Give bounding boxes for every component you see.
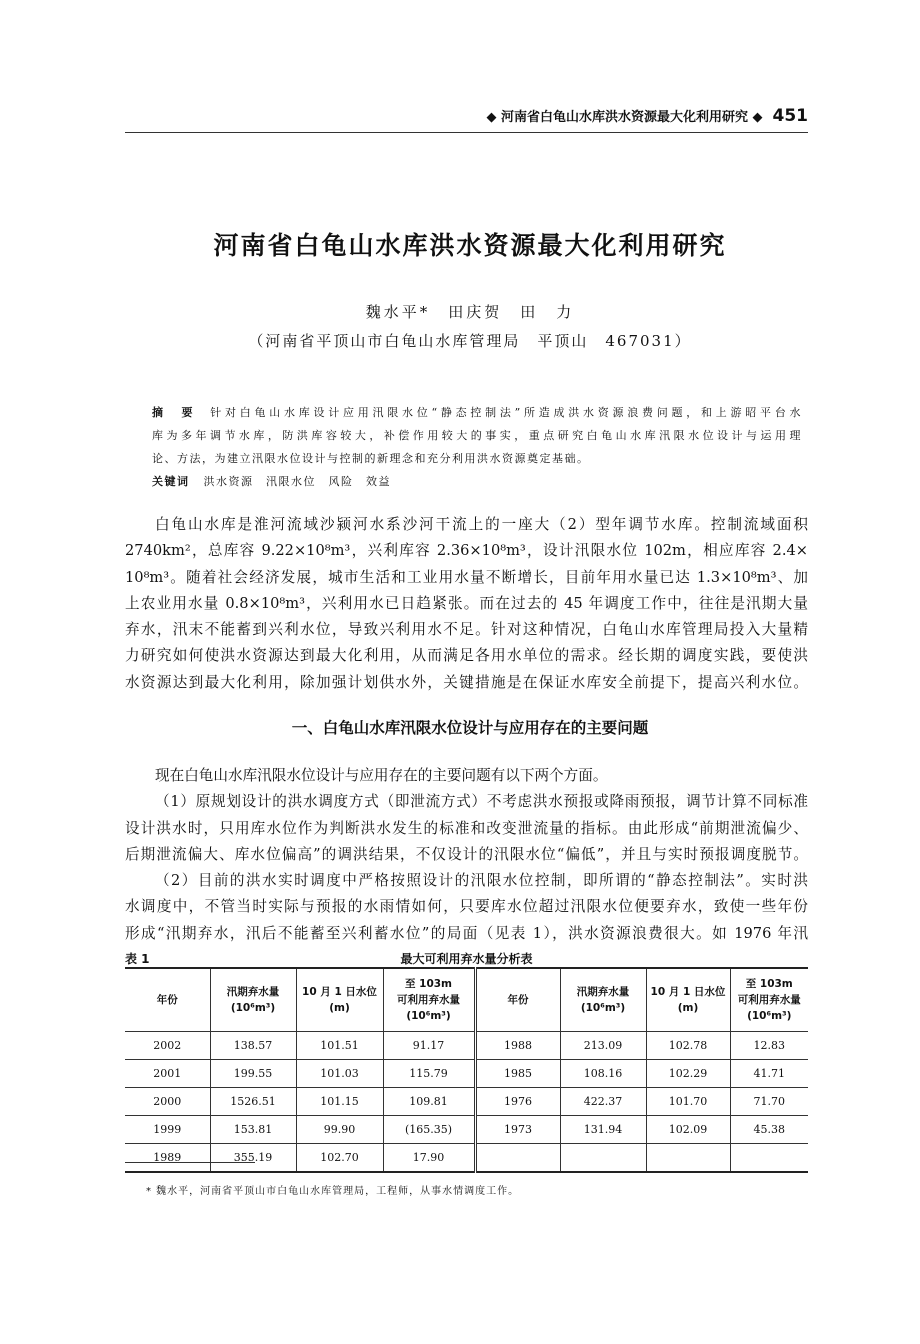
text-line: 现在白龟山水库汛限水位设计与应用存在的主要问题有以下两个方面。 [155, 767, 608, 784]
text-line: 形成“汛期弃水，汛后不能蓄至兴利蓄水位”的局面（见表 1），洪水资源浪费很大。如 1976 年汛 [125, 924, 808, 942]
table-cell: 17.90 [383, 1144, 475, 1173]
section-heading: 一、白龟山水库汛限水位设计与应用存在的主要问题 [291, 719, 649, 737]
running-header-title: ◆ 河南省白龟山水库洪水资源最大化利用研究 ◆ [486, 110, 763, 125]
paper-title: 河南省白龟山水库洪水资源最大化利用研究 [213, 231, 727, 260]
table-cell: 101.03 [296, 1060, 383, 1088]
footnote-rule [125, 1162, 255, 1163]
intro-paragraph [125, 512, 808, 696]
table-cell: 1999 [125, 1116, 210, 1144]
footnote: * 魏水平，河南省平顶山市白龟山水库管理局，工程师，从事水情调度工作。 [146, 1186, 520, 1197]
text-line: 上农业用水量 0.8×10⁸m³，兴利用水已日趋紧张。而在过去的 45 年调度工作中，往往是汛期大量 [125, 594, 808, 612]
page-number: 451 [772, 106, 808, 126]
column-header [646, 968, 730, 1032]
table-cell: 101.51 [296, 1032, 383, 1060]
table-cell: 131.94 [560, 1116, 646, 1144]
table-caption [125, 950, 808, 967]
table-cell [730, 1144, 808, 1173]
table-cell [560, 1144, 646, 1173]
text-line: 白龟山水库是淮河流域沙颍河水系沙河干流上的一座大（2）型年调节水库。控制流域面积 [155, 516, 808, 533]
table-cell: 109.81 [383, 1088, 475, 1116]
column-header-text: (10⁶m³) [230, 1002, 276, 1014]
table-cell: 12.83 [730, 1032, 808, 1060]
text-line: 弃水，汛末不能蓄到兴利水位，导致兴利用水不足。针对这种情况，白龟山水库管理局投入大量精 [125, 621, 808, 639]
table-cell: 115.79 [383, 1060, 475, 1088]
abstract-label: 摘 要 [152, 406, 197, 419]
affiliation: （河南省平顶山市白龟山水库管理局 平顶山 467031） [248, 332, 692, 350]
column-header [125, 968, 210, 1032]
table-cell: 41.71 [730, 1060, 808, 1088]
table-cell: 71.70 [730, 1088, 808, 1116]
table-cell: 99.90 [296, 1116, 383, 1144]
table-cell: 102.78 [646, 1032, 730, 1060]
column-header-text: 10 月 1 日水位 [302, 986, 377, 998]
column-header-text: (m) [677, 1002, 699, 1014]
table-cell: 199.55 [210, 1060, 296, 1088]
table-cell: 1989 [125, 1144, 210, 1173]
table-cell: 1985 [475, 1060, 560, 1088]
table-cell: 91.17 [383, 1032, 475, 1060]
keywords-label: 关键词 [152, 475, 190, 488]
table-cell: 102.29 [646, 1060, 730, 1088]
column-header [296, 968, 383, 1032]
abstract-line: 库为多年调节水库，防洪库容较大，补偿作用较大的事实，重点研究白龟山水库汛限水位设计与运用理 [152, 429, 802, 442]
text-line: 后期泄流偏大、库水位偏高”的调洪结果，不仅设计的汛限水位“偏低”，并且与实时预报调度脱节。 [125, 845, 808, 863]
table-cell: 45.38 [730, 1116, 808, 1144]
table-cell: 2000 [125, 1088, 210, 1116]
column-header-text: 至 103m [745, 978, 793, 990]
column-header-text: 年份 [156, 994, 178, 1006]
section1-body [125, 763, 808, 947]
column-header-text: (10⁶m³) [580, 1002, 626, 1014]
text-line: 2740km²，总库容 9.22×10⁸m³，兴利库容 2.36×10⁸m³，设计汛限水位 102m，相应库容 2.4× [125, 542, 808, 560]
column-header-text: 汛期弃水量 [226, 986, 280, 998]
text-line: 水资源达到最大化利用，除加强计划供水外，关键措施是在保证水库安全前提下，提高兴利水位。 [125, 673, 808, 691]
column-header-text: 可利用弃水量 [737, 994, 801, 1006]
keywords: 洪水资源 汛限水位 风险 效益 [203, 475, 391, 488]
table-cell: 101.15 [296, 1088, 383, 1116]
column-header-text: 可利用弃水量 [397, 994, 460, 1006]
table-row [125, 1088, 808, 1116]
table-cell: 153.81 [210, 1116, 296, 1144]
column-header [383, 968, 475, 1032]
text-line: 水调度中，不管当时实际与预报的水雨情如何，只要库水位超过汛限水位便要弃水，致使一些年份 [125, 898, 808, 916]
table-row [125, 1144, 808, 1173]
column-header [210, 968, 296, 1032]
table-cell: 138.57 [210, 1032, 296, 1060]
text-line: 10⁸m³。随着社会经济发展，城市生活和工业用水量不断增长，目前年用水量已达 1.3×10⁸m³、加 [125, 568, 808, 586]
table-cell: 102.70 [296, 1144, 383, 1173]
table-cell: 1973 [475, 1116, 560, 1144]
table-cell: 213.09 [560, 1032, 646, 1060]
table-cell: 108.16 [560, 1060, 646, 1088]
text-line: 力研究如何使洪水资源达到最大化利用，从而满足各用水单位的需求。经长期的调度实践，要使洪 [125, 647, 808, 665]
column-header [475, 968, 560, 1032]
table-cell: 1988 [475, 1032, 560, 1060]
table-title: 最大可利用弃水量分析表 [400, 952, 533, 966]
table-label: 表 1 [125, 952, 150, 966]
column-header-text: (m) [329, 1002, 350, 1014]
abstract-line: 针对白龟山水库设计应用汛限水位“静态控制法”所造成洪水资源浪费问题，和上游昭平台水 [210, 406, 802, 419]
table-cell: 355.19 [210, 1144, 296, 1173]
table-row [125, 1116, 808, 1144]
table-cell [646, 1144, 730, 1173]
column-header [730, 968, 808, 1032]
column-header-text: 年份 [507, 994, 529, 1006]
table-cell [475, 1144, 560, 1173]
table-row [125, 1060, 808, 1088]
column-header-text: 汛期弃水量 [576, 986, 630, 998]
table-header-row [125, 968, 808, 1032]
table-cell: 102.09 [646, 1116, 730, 1144]
table-cell: 422.37 [560, 1088, 646, 1116]
table-cell: 2002 [125, 1032, 210, 1060]
data-table [125, 967, 808, 1173]
authors: 魏水平* 田庆贺 田 力 [365, 303, 575, 321]
text-line: （1）原规划设计的洪水调度方式（即泄流方式）不考虑洪水预报或降雨预报，调节计算不同标准 [155, 793, 808, 811]
abstract-line: 论、方法，为建立汛限水位设计与控制的新理念和充分利用洪水资源奠定基础。 [152, 452, 590, 465]
column-header-text: (10⁶m³) [747, 1010, 792, 1022]
column-header-text: 至 103m [404, 978, 452, 990]
running-header [440, 106, 808, 126]
column-header-text: (10⁶m³) [406, 1010, 451, 1022]
table-cell: 1526.51 [210, 1088, 296, 1116]
table-row [125, 1032, 808, 1060]
column-header [560, 968, 646, 1032]
table-cell: 2001 [125, 1060, 210, 1088]
abstract [152, 401, 802, 493]
text-line: （2）目前的洪水实时调度中严格按照设计的汛限水位控制，即所谓的“静态控制法”。实时洪 [155, 872, 808, 890]
table-cell: 1976 [475, 1088, 560, 1116]
header-rule [125, 132, 808, 133]
table-cell: 101.70 [646, 1088, 730, 1116]
table-cell: (165.35) [383, 1116, 475, 1144]
text-line: 设计洪水时，只用库水位作为判断洪水发生的标准和改变泄流量的指标。由此形成“前期泄流偏少、 [125, 819, 808, 837]
column-header-text: 10 月 1 日水位 [650, 986, 726, 998]
